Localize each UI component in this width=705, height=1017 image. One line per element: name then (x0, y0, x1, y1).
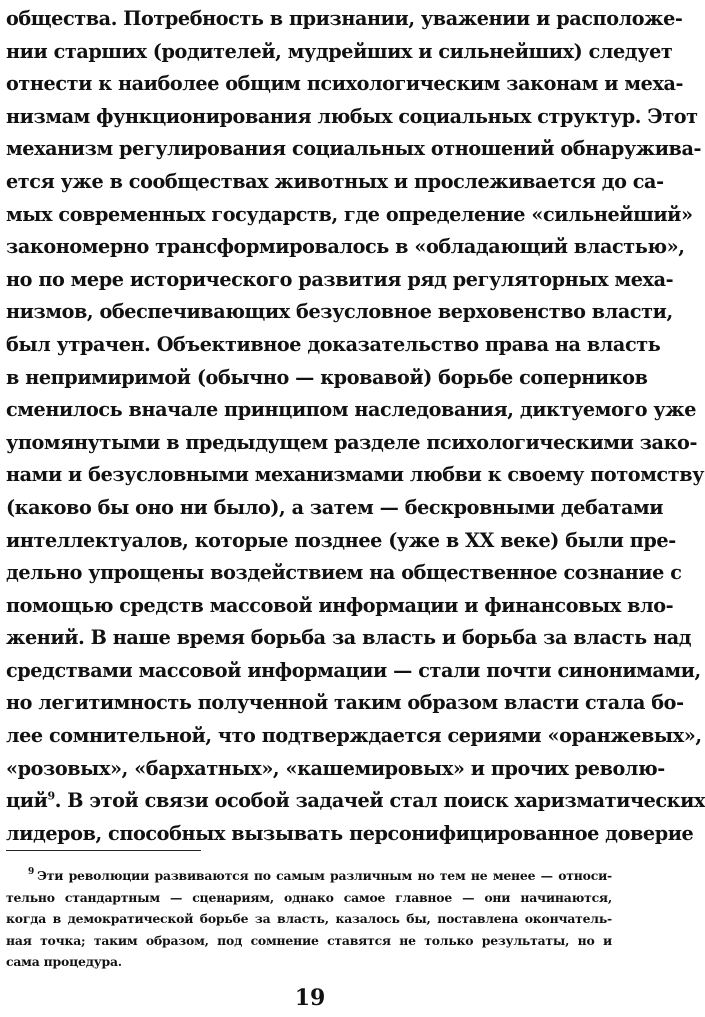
text-line: отнести к наиболее общим психологическим законам и меха- (6, 72, 684, 96)
footnote-line: тельно стандартным — сценариям, однако самое главное — они начинаются, (6, 889, 612, 905)
text-line: помощью средств массовой информации и финансовых вло- (6, 593, 674, 617)
text-line: низмам функционирования любых социальных структур. Этот (6, 104, 698, 128)
text-line: нами и безусловными механизмами любви к своему потомству (6, 463, 705, 487)
text-line-tail: . В этой связи особой задачей стал поиск харизматических (54, 789, 705, 813)
text-line: лидеров, способных вызывать персонифицированное доверие (6, 821, 694, 845)
text-line: «розовых», «бархатных», «кашемировых» и прочих револю- (6, 756, 665, 780)
text-line: лее сомнительной, что подтверждается сериями «оранжевых», (6, 724, 702, 748)
footnote-line (6, 865, 612, 887)
text-line-with-footnote-ref (6, 785, 705, 818)
text-line: закономерно трансформировалось в «обладающий властью», (6, 235, 685, 259)
text-line: интеллектуалов, которые позднее (уже в XX веке) были пре- (6, 528, 676, 552)
footnote-line: когда в демократической борьбе за власть, казалось бы, поставлена окончатель- (6, 911, 612, 927)
footnote-reference[interactable]: 9 (47, 789, 55, 803)
main-text (6, 3, 705, 850)
text-line: низмов, обеспечивающих безусловное верховенство власти, (6, 300, 673, 324)
text-line: ется уже в сообществах животных и прослеживается до са- (6, 169, 664, 193)
text-line-segment (6, 789, 705, 812)
page-number: 19 (294, 985, 326, 1011)
text-line: но по мере исторического развития ряд регуляторных меха- (6, 267, 674, 291)
text-line: средствами массовой информации — стали почти синонимами, (6, 658, 701, 682)
footnote-line: сама процедура. (6, 954, 122, 970)
text-line: в непримиримой (обычно — кровавой) борьбе соперников (6, 365, 648, 389)
footnote-divider (6, 850, 201, 851)
text-line: общества. Потребность в признании, уважении и расположе- (6, 7, 683, 30)
text-line: дельно упрощены воздействием на общественное сознание с (6, 561, 682, 585)
text-line: жений. В наше время борьба за власть и борьба за власть над (6, 626, 692, 650)
text-line: механизм регулирования социальных отношений обнаружива- (6, 137, 702, 161)
footnote-text: Эти революции развиваются по самым различным но тем не менее — относи- (37, 868, 612, 883)
footnote (6, 865, 612, 973)
text-line: сменилось вначале принципом наследования, диктуемого уже (6, 398, 697, 422)
footnote-marker: 9 (28, 867, 35, 877)
text-line: нии старших (родителей, мудрейших и сильнейших) следует (6, 39, 673, 63)
text-line: но легитимность полученной таким образом власти стала бо- (6, 691, 684, 715)
text-line: мых современных государств, где определение «сильнейший» (6, 202, 693, 226)
text-line: был утрачен. Объективное доказательство права на власть (6, 332, 661, 356)
text-line: упомянутыми в предыдущем разделе психологическими зако- (6, 430, 698, 454)
text-line: (каково бы оно ни было), а затем — бескровными дебатами (6, 495, 664, 519)
text-line-head: ций (6, 789, 48, 813)
footnote-line: ная точка; таким образом, под сомнение ставятся не только результаты, но и (6, 932, 612, 948)
